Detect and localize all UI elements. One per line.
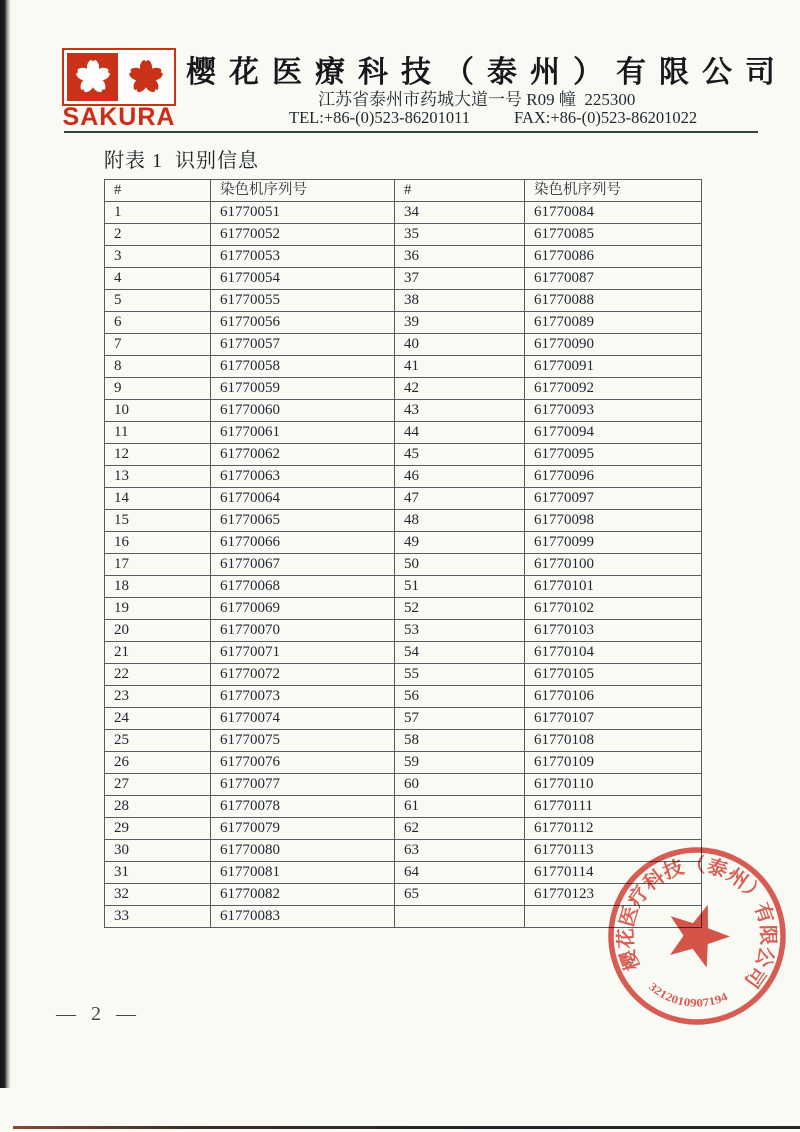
index-cell: 16 [105, 532, 211, 554]
seal-star-icon [665, 900, 734, 970]
table-row [105, 642, 702, 664]
index-cell: 10 [105, 400, 211, 422]
serial-cell: 61770060 [211, 400, 395, 422]
index-cell: 32 [105, 884, 211, 906]
index-cell: 58 [395, 730, 525, 752]
index-cell: 4 [105, 268, 211, 290]
table-row [105, 708, 702, 730]
index-cell: 9 [105, 378, 211, 400]
serial-cell: 61770080 [211, 840, 395, 862]
serial-cell: 61770109 [525, 752, 702, 774]
index-cell: 38 [395, 290, 525, 312]
index-cell: 37 [395, 268, 525, 290]
table-row [105, 378, 702, 400]
serial-cell: 61770061 [211, 422, 395, 444]
serial-cell: 61770051 [211, 202, 395, 224]
index-cell: 6 [105, 312, 211, 334]
index-cell: 40 [395, 334, 525, 356]
index-cell: 51 [395, 576, 525, 598]
serial-cell: 61770097 [525, 488, 702, 510]
table-row [105, 532, 702, 554]
col-header-serial-1: 染色机序列号 [211, 180, 395, 202]
index-cell: 64 [395, 862, 525, 884]
brand-wordmark: SAKURA [62, 103, 176, 131]
serial-cell: 61770085 [525, 224, 702, 246]
index-cell: 20 [105, 620, 211, 642]
serial-cell: 61770091 [525, 356, 702, 378]
index-cell: 35 [395, 224, 525, 246]
sakura-logo [62, 48, 176, 106]
serial-cell: 61770052 [211, 224, 395, 246]
serial-cell: 61770099 [525, 532, 702, 554]
sakura-flower-red-icon [120, 53, 171, 101]
company-name: 樱花医療科技（泰州）有限公司 [186, 56, 788, 89]
index-cell: 1 [105, 202, 211, 224]
index-cell: 44 [395, 422, 525, 444]
serial-cell: 61770064 [211, 488, 395, 510]
col-header-serial-2: 染色机序列号 [525, 180, 702, 202]
sakura-flower-white-icon [67, 53, 118, 101]
serial-cell: 61770069 [211, 598, 395, 620]
serial-cell: 61770082 [211, 884, 395, 906]
serial-cell: 61770092 [525, 378, 702, 400]
serial-cell: 61770062 [211, 444, 395, 466]
serial-cell: 61770093 [525, 400, 702, 422]
index-cell: 30 [105, 840, 211, 862]
table-row [105, 246, 702, 268]
index-cell: 34 [395, 202, 525, 224]
index-cell: 18 [105, 576, 211, 598]
serial-cell: 61770070 [211, 620, 395, 642]
serial-cell: 61770077 [211, 774, 395, 796]
index-cell: 8 [105, 356, 211, 378]
table-body [105, 202, 702, 928]
serial-cell: 61770089 [525, 312, 702, 334]
serial-cell: 61770053 [211, 246, 395, 268]
contact-row [289, 108, 697, 128]
index-cell: 43 [395, 400, 525, 422]
table-row [105, 554, 702, 576]
index-cell: 61 [395, 796, 525, 818]
table-row [105, 796, 702, 818]
table-row [105, 686, 702, 708]
index-cell: 31 [105, 862, 211, 884]
table-row [105, 312, 702, 334]
col-header-index-2: # [395, 180, 525, 202]
seal-ring-text: 樱花医疗科技（泰州）有限公司 [616, 855, 778, 991]
index-cell: 54 [395, 642, 525, 664]
serial-cell: 61770110 [525, 774, 702, 796]
index-cell: 17 [105, 554, 211, 576]
serial-cell: 61770054 [211, 268, 395, 290]
serial-cell: 61770058 [211, 356, 395, 378]
index-cell: 22 [105, 664, 211, 686]
serial-cell: 61770088 [525, 290, 702, 312]
table-row [105, 202, 702, 224]
index-cell: 27 [105, 774, 211, 796]
serial-cell: 61770076 [211, 752, 395, 774]
index-cell: 49 [395, 532, 525, 554]
serial-cell: 61770078 [211, 796, 395, 818]
table-row [105, 400, 702, 422]
table-row [105, 290, 702, 312]
index-cell: 14 [105, 488, 211, 510]
seal-number: 3212010907194 [646, 980, 729, 1010]
index-cell: 12 [105, 444, 211, 466]
header-divider [64, 131, 758, 133]
index-cell: 45 [395, 444, 525, 466]
index-cell [395, 906, 525, 928]
serial-cell: 61770086 [525, 246, 702, 268]
serial-cell: 61770114 [525, 862, 702, 884]
company-address: 江苏省泰州市药城大道一号 R09 幢 225300 [318, 90, 636, 109]
serial-cell: 61770123 [525, 884, 702, 906]
index-cell: 56 [395, 686, 525, 708]
serial-cell: 61770107 [525, 708, 702, 730]
index-cell: 15 [105, 510, 211, 532]
index-cell: 42 [395, 378, 525, 400]
serial-cell: 61770071 [211, 642, 395, 664]
index-cell: 3 [105, 246, 211, 268]
table-row [105, 444, 702, 466]
serial-cell: 61770081 [211, 862, 395, 884]
index-cell: 47 [395, 488, 525, 510]
scan-edge-left [0, 0, 11, 1088]
serial-cell: 61770066 [211, 532, 395, 554]
serial-cell: 61770095 [525, 444, 702, 466]
serial-cell: 61770079 [211, 818, 395, 840]
serial-cell: 61770059 [211, 378, 395, 400]
index-cell: 41 [395, 356, 525, 378]
index-cell: 59 [395, 752, 525, 774]
serial-cell: 61770094 [525, 422, 702, 444]
index-cell: 39 [395, 312, 525, 334]
index-cell: 55 [395, 664, 525, 686]
index-cell: 63 [395, 840, 525, 862]
serial-cell: 61770113 [525, 840, 702, 862]
serial-cell: 61770112 [525, 818, 702, 840]
table-row [105, 268, 702, 290]
index-cell: 19 [105, 598, 211, 620]
table-row [105, 488, 702, 510]
serial-cell: 61770067 [211, 554, 395, 576]
serial-cell: 61770074 [211, 708, 395, 730]
serial-cell: 61770087 [525, 268, 702, 290]
serial-cell: 61770102 [525, 598, 702, 620]
table-row [105, 620, 702, 642]
table-row [105, 774, 702, 796]
serial-cell: 61770063 [211, 466, 395, 488]
index-cell: 46 [395, 466, 525, 488]
serial-cell: 61770104 [525, 642, 702, 664]
serial-cell: 61770103 [525, 620, 702, 642]
index-cell: 65 [395, 884, 525, 906]
serial-cell: 61770100 [525, 554, 702, 576]
table-header-row [105, 180, 702, 202]
serial-cell: 61770106 [525, 686, 702, 708]
serial-cell: 61770096 [525, 466, 702, 488]
index-cell: 21 [105, 642, 211, 664]
table-row [105, 818, 702, 840]
serial-cell: 61770057 [211, 334, 395, 356]
table-row [105, 466, 702, 488]
index-cell: 7 [105, 334, 211, 356]
serial-table [104, 179, 702, 928]
serial-cell: 61770090 [525, 334, 702, 356]
serial-cell: 61770055 [211, 290, 395, 312]
index-cell: 50 [395, 554, 525, 576]
index-cell: 11 [105, 422, 211, 444]
table-row [105, 334, 702, 356]
index-cell: 53 [395, 620, 525, 642]
index-cell: 33 [105, 906, 211, 928]
serial-cell: 61770084 [525, 202, 702, 224]
table-row [105, 356, 702, 378]
page-number: — 2 — [56, 1003, 141, 1025]
scan-edge-bottom [13, 1126, 800, 1129]
index-cell: 28 [105, 796, 211, 818]
table-row [105, 664, 702, 686]
table-row [105, 224, 702, 246]
index-cell: 60 [395, 774, 525, 796]
index-cell: 52 [395, 598, 525, 620]
index-cell: 13 [105, 466, 211, 488]
serial-cell: 61770101 [525, 576, 702, 598]
index-cell: 2 [105, 224, 211, 246]
table-row [105, 422, 702, 444]
table-row [105, 730, 702, 752]
company-seal-stamp [604, 843, 790, 1029]
serial-cell: 61770098 [525, 510, 702, 532]
serial-cell: 61770111 [525, 796, 702, 818]
table-row [105, 510, 702, 532]
index-cell: 24 [105, 708, 211, 730]
serial-cell: 61770108 [525, 730, 702, 752]
index-cell: 57 [395, 708, 525, 730]
col-header-index-1: # [105, 180, 211, 202]
index-cell: 23 [105, 686, 211, 708]
company-tel: TEL:+86-(0)523-86201011 [289, 108, 470, 127]
table-row [105, 752, 702, 774]
index-cell: 25 [105, 730, 211, 752]
serial-cell: 61770056 [211, 312, 395, 334]
index-cell: 29 [105, 818, 211, 840]
table-row [105, 576, 702, 598]
table-row [105, 598, 702, 620]
index-cell: 48 [395, 510, 525, 532]
company-fax: FAX:+86-(0)523-86201022 [514, 108, 698, 127]
serial-cell: 61770083 [211, 906, 395, 928]
serial-cell: 61770068 [211, 576, 395, 598]
serial-cell: 61770075 [211, 730, 395, 752]
serial-cell: 61770073 [211, 686, 395, 708]
index-cell: 5 [105, 290, 211, 312]
serial-cell: 61770065 [211, 510, 395, 532]
serial-cell: 61770105 [525, 664, 702, 686]
index-cell: 62 [395, 818, 525, 840]
page-title: 附表 1 识别信息 [104, 150, 259, 172]
index-cell: 26 [105, 752, 211, 774]
serial-cell: 61770072 [211, 664, 395, 686]
index-cell: 36 [395, 246, 525, 268]
